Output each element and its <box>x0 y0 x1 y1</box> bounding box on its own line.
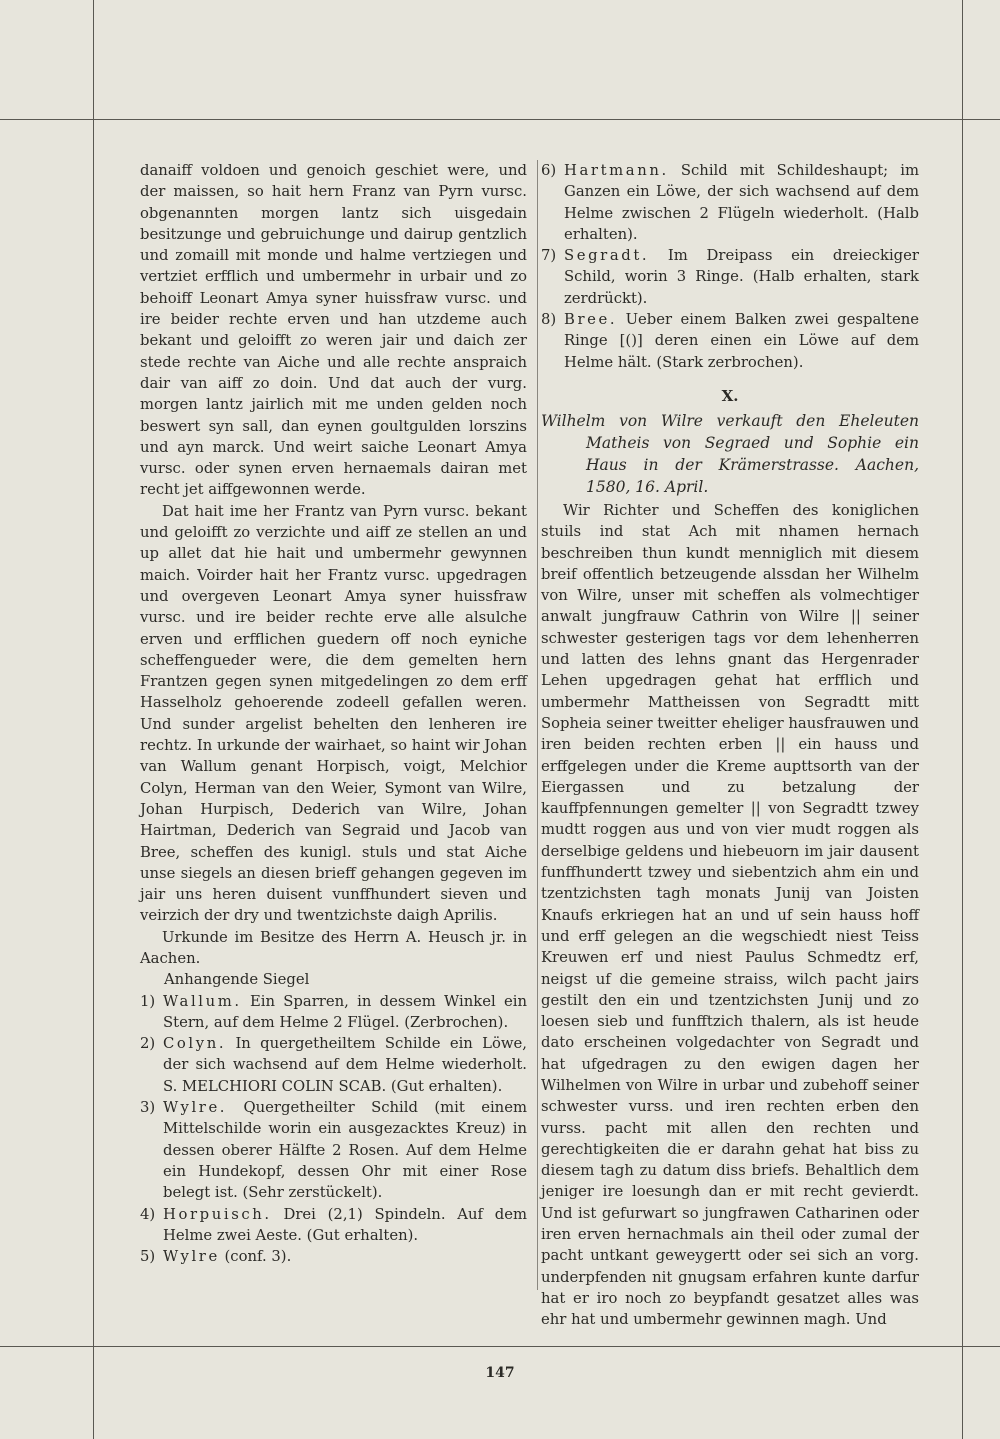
seal-item <box>541 160 919 245</box>
left-rule <box>93 0 94 1439</box>
bottom-rule <box>0 1346 1000 1347</box>
ownership-note: Urkunde im Besitze des Herrn A. Heusch jr. in Aachen. <box>140 928 527 967</box>
seal-description: Schild mit Schildeshaupt; im Ganzen ein Löwe, der sich wachsend auf dem Helme zwischen 2 Flügeln wiederholt. (Halb erhalten). <box>564 162 919 243</box>
seal-name: Segradt. <box>564 247 650 265</box>
page-number: 147 <box>485 1365 515 1381</box>
column-divider <box>537 160 538 1290</box>
seal-number: 8) <box>541 311 557 329</box>
seal-description: Drei (2,1) Spindeln. Auf dem Helme zwei Aeste. (Gut erhalten). <box>163 1205 527 1244</box>
seal-number: 3) <box>140 1099 156 1117</box>
seal-description: In quergetheiltem Schilde ein Löwe, der sich wachsend auf dem Helme wiederholt. S. MELCHIORI COLIN SCAB. (Gut erhalten). <box>163 1035 527 1095</box>
seal-number: 6) <box>541 162 557 179</box>
seal-item <box>140 1033 527 1097</box>
seal-number: 4) <box>140 1205 156 1223</box>
right-rule <box>962 0 963 1439</box>
seal-item <box>140 1246 527 1267</box>
seal-name: Wylre <box>163 1248 220 1266</box>
seal-name: Bree. <box>564 311 618 329</box>
seal-number: 7) <box>541 247 557 265</box>
document-title: Wilhelm von Wilre verkauft den Eheleuten Matheis von Segraed und Sophie ein Haus in der Krämerstrasse. Aachen, 1580, 16. April. <box>541 411 919 496</box>
seal-item <box>140 991 527 1034</box>
right-column <box>541 160 919 1331</box>
seal-name: Colyn. <box>163 1035 227 1053</box>
left-paragraph-1: danaiff voldoen und genoich geschiet were, und der maissen, so hait hern Franz van Pyrn vursc. obgenannten morgen lantz sich uisgedain besitzunge und gebruichunge und dairup gentzlich und zomaill mit monde und halme vertziegen und vertziet erfflich und umbermehr in urbair und zo behoiff Leonart Amya syner huissfraw vursc. und ire beider rechte erven und han utzdeme auch bekant und geloifft zo weren jair und daich zer stede rechte van Aiche und alle rechte anspraich dair van aiff zo doin. Und dat auch der vurg. morgen lantz jairlich mit me unden gelden noch beswert syn sall, dan eynen goultgulden lorszins und ayn marck. Und weirt saiche Leonart Amya vursc. oder synen erven hernaemals dairan met recht jet aiffgewonnen werde. <box>140 162 527 499</box>
seal-description: Im Dreipass ein dreieckiger Schild, worin 3 Ringe. (Halb erhalten, stark zerdrückt). <box>564 247 919 307</box>
seal-number: 2) <box>140 1035 156 1053</box>
seal-name: Hartmann. <box>564 162 669 179</box>
seal-name: Horpuisch. <box>163 1205 272 1223</box>
seal-item <box>140 1097 527 1203</box>
seal-number: 1) <box>140 992 156 1010</box>
seal-description: Ein Sparren, in dessem Winkel ein Stern, auf dem Helme 2 Flügel. (Zerbrochen). <box>163 992 527 1031</box>
seal-item <box>140 1204 527 1247</box>
left-column <box>140 160 527 1267</box>
seals-heading: Anhangende Siegel <box>164 971 310 989</box>
top-rule <box>0 119 1000 120</box>
seal-description: Ueber einem Balken zwei gespaltene Ringe [()] deren einen ein Löwe auf dem Helme hält. (Stark zerbrochen). <box>564 311 919 371</box>
seal-name: Wylre. <box>163 1099 228 1117</box>
seal-number: 5) <box>140 1248 156 1266</box>
seal-description: (conf. 3). <box>224 1248 292 1266</box>
section-numeral: X. <box>721 386 739 405</box>
seal-item <box>541 245 919 309</box>
left-paragraph-2: Dat hait ime her Frantz van Pyrn vursc. bekant und geloifft zo verzichte und aiff ze stellen an und up allet dat hie hait und umbermehr gewynnen maich. Voirder hait her Frantz vursc. upgedragen und overgeven Leonart Amya syner huissfraw vursc. und ire beider rechte erve alle alsulche erven und erfflichen guedern off noch eyniche scheffengueder were, die dem gemelten hern Frantzen gegen synen mitgedelingen zo dem erff Hasselholz gehoerende zodeell gefallen weren. Und sunder argelist behelten den lenheren ire rechtz. In urkunde der wairhaet, so haint wir Johan van Wallum genant Horpisch, voigt, Melchior Colyn, Herman van den Weier, Symont van Wilre, Johan Hurpisch, Dederich van Wilre, Johan Hairtman, Dederich van Segraid und Jacob van Bree, scheffen des kunigl. stuls und stat Aiche unse siegels an diesen brieff gehangen gegeven im jair uns heren duisent vunffhundert sieven und veirzich der dry und twentzichste daigh Aprilis. <box>140 502 527 925</box>
seal-name: Wallum. <box>163 992 242 1010</box>
seal-description: Quergetheilter Schild (mit einem Mittelschilde worin ein ausgezacktes Kreuz) in dessen oberer Hälfte 2 Rosen. Auf dem Helme ein Hundekopf, dessen Ohr mit einer Rose belegt ist. (Sehr zerstückelt). <box>163 1099 527 1202</box>
seal-item <box>541 309 919 373</box>
document-body: Wir Richter und Scheffen des koniglichen stuils ind stat Ach mit nhamen hernach beschreiben thun kundt menniglich mit diesem breif offentlich betzeugende alssdan her Wilhelm von Wilre, unser mit scheffen als volmechtiger anwalt jungfrauw Cathrin von Wilre || seiner schwester gesterigen tags vor dem lehenherren und latten des lehns gnant das Hergenrader Lehen upgedragen gehat hat erfflich und umbermehr Mattheissen von Segradtt mitt Sopheia seiner tweitter eheliger hausfrauwen und iren beiden rechten erben || ein hauss und erffgelegen under die Kreme aupttsorth van der Eiergassen und zu betzalung der kauffpfennungen gemelter || von Segradtt tzwey mudtt roggen aus und von vier mudt roggen als derselbige geldens und hiebeuorn im jair dausent funffhundertt tzwey und siebentzich ahm ein und tzentzichsten tagh monats Junij van Joisten Knaufs erkriegen hat an und uf sein hauss hoff und erff gelegen an die wegschiedt niest Teiss Kreuwen erf und niest Paulus Schmedtz erf, neigst uf die gemeine straiss, wilch pacht jairs gestilt den ein und tzentzichsten Junij und zo loesen sieb und funfftzich thalern, als ist heude dato erscheinen volgedachter von Segradt und hat ufgedragen zu den ewigen dagen her Wilhelmen von Wilre in urbar und zubehoff seiner schwester vurss. und iren rechten erben den vurss. pacht mit allen den rechten und gerechtigkeiten die er darahn gehat hat biss zu diesem tagh zu datum diss briefs. Behaltlich dem jeniger ire loesungh dan er mit recht gevierdt. Und ist gefurwart so jungfrawen Catharinen oder iren erven hernachmals ain theil oder zumal der pacht untkant geweygertt oder sei sich an vorg. underpfenden nit gnugsam erfahren kunte darfur hat er iro noch zo beypfandt gesatzet alles was ehr hat und umbermehr gewinnen magh. Und <box>541 501 919 1329</box>
